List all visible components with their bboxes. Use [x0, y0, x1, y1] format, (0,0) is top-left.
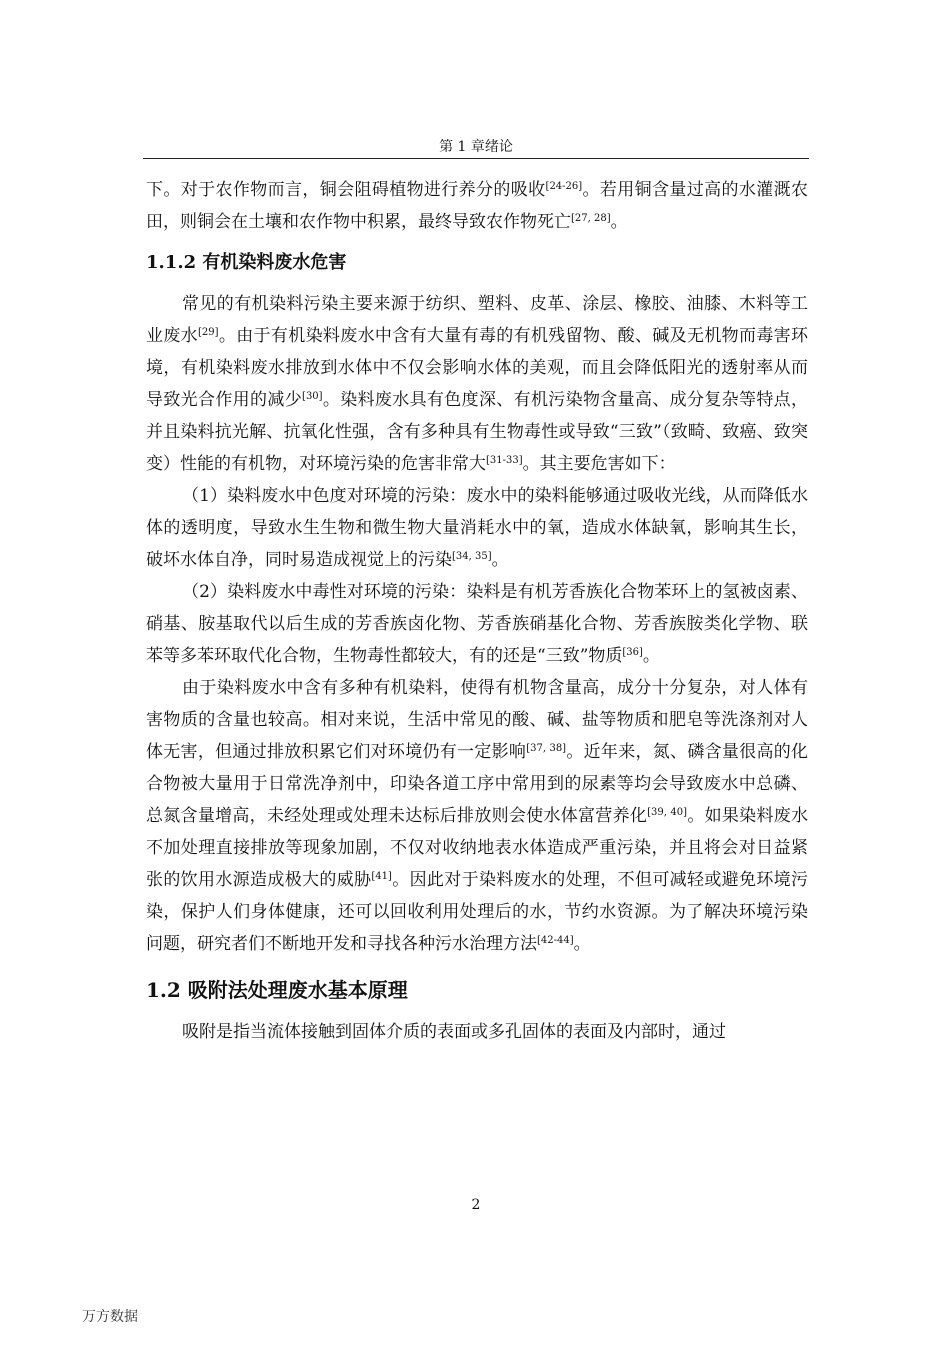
paragraph-text: 。近年来，氮、磷含量很高的化合物被大量用于日常洗净剂中，印染各道工序中常用到的尿素等均会导致废水中总磷、总氮含量增高，未经处理或处理未达标后排放则会使水体富营养化: [146, 742, 809, 826]
citation-ref: [37, 38]: [526, 743, 567, 754]
paragraph: [146, 288, 808, 480]
paragraph-text: 由于染料废水中含有多种有机染料，使得有机物含量高，成分十分复杂，对人体有害物质的含量也较高。相对来说，生活中常见的酸、碱、盐等物质和肥皂等洗涤剂对人体无害，但通过排放积累它们对环境仍有一定影响: [146, 678, 808, 762]
header-rule: [143, 158, 809, 159]
paragraph-text: 。: [642, 646, 660, 666]
paragraph-text: 。染料废水具有色度深、有机污染物含量高、成分复杂等特点，并且染料抗光解、抗氧化性强，含有多种具有生物毒性或导致“三致”（致畸、致癌、致突变）性能的有机物，对环境污染的危害非常大: [146, 390, 809, 474]
paragraph-text: 吸附是指当流体接触到固体介质的表面或多孔固体的表面及内部时，通过: [182, 1022, 726, 1042]
page-body: [146, 174, 808, 1048]
citation-ref: [42-44]: [537, 935, 574, 946]
paragraph: [146, 174, 808, 238]
paragraph-text: 。: [491, 550, 509, 570]
page-number: 2: [471, 1197, 481, 1213]
paragraph: [146, 1016, 808, 1048]
citation-ref: [24-26]: [545, 181, 583, 192]
citation-ref: [39, 40]: [647, 807, 688, 818]
citation-ref: [29]: [198, 327, 219, 338]
paragraph-text: 下。对于农作物而言，铜会阻碍植物进行养分的吸收: [146, 180, 546, 200]
citation-ref: [31-33]: [486, 455, 523, 466]
paragraph-text: 。由于有机染料废水中含有大量有毒的有机残留物、酸、碱及无机物而毒害环境，有机染料废水排放到水体中不仅会影响水体的美观，而且会降低阳光的透射率从而导致光合作用的减少: [146, 326, 809, 410]
paragraph-text: 常见的有机染料污染主要来源于纺织、塑料、皮革、涂层、橡胶、油膝、木料等工业废水: [146, 294, 808, 346]
citation-ref: [34, 35]: [452, 551, 492, 562]
citation-ref: [36]: [622, 647, 643, 658]
watermark-text: 万方数据: [82, 1309, 138, 1325]
paragraph-text: 。: [573, 934, 591, 954]
paragraph-text: （1）染料废水中色度对环境的污染：废水中的染料能够通过吸收光线，从而降低水体的透明度，导致水生生物和微生物大量消耗水中的氧，造成水体缺氧，影响其生长，破坏水体自净，同时易造成视觉上的污染: [146, 486, 808, 570]
paragraph-text: 。若用铜含量过高的水灌溉农田，则铜会在土壤和农作物中积累，最终导致农作物死亡: [146, 180, 809, 232]
paragraph: [146, 672, 808, 960]
citation-ref: [30]: [302, 391, 323, 402]
citation-ref: [27, 28]: [571, 213, 611, 224]
section-heading: 1.2 吸附法处理废水基本原理: [146, 978, 408, 1002]
paragraph-text: 。其主要危害如下：: [522, 454, 676, 474]
paragraph-text: （2）染料废水中毒性对环境的污染：染料是有机芳香族化合物苯环上的氢被卤素、硝基、胺基取代以后生成的芳香族卤化物、芳香族硝基化合物、芳香族胺类化学物、联苯等多苯环取代化合物，生物毒性都较大，有的还是“三致”物质: [146, 582, 808, 666]
citation-ref: [41]: [371, 871, 392, 882]
running-header: 第 1 章绪论: [439, 139, 513, 155]
paragraph-text: 。: [610, 212, 628, 232]
paragraph: [146, 480, 808, 576]
paragraph-text: 。因此对于染料废水的处理，不但可减轻或避免环境污染，保护人们身体健康，还可以回收利用处理后的水，节约水资源。为了解决环境污染问题，研究者们不断地开发和寻找各种污水治理方法: [146, 870, 809, 954]
paragraph: [146, 576, 808, 672]
subsection-heading: 1.1.2 有机染料废水危害: [146, 252, 347, 273]
paragraph-text: 。如果染料废水不加处理直接排放等现象加剧，不仅对收纳地表水体造成严重污染，并且将会对日益紧张的饮用水源造成极大的威胁: [146, 806, 809, 890]
